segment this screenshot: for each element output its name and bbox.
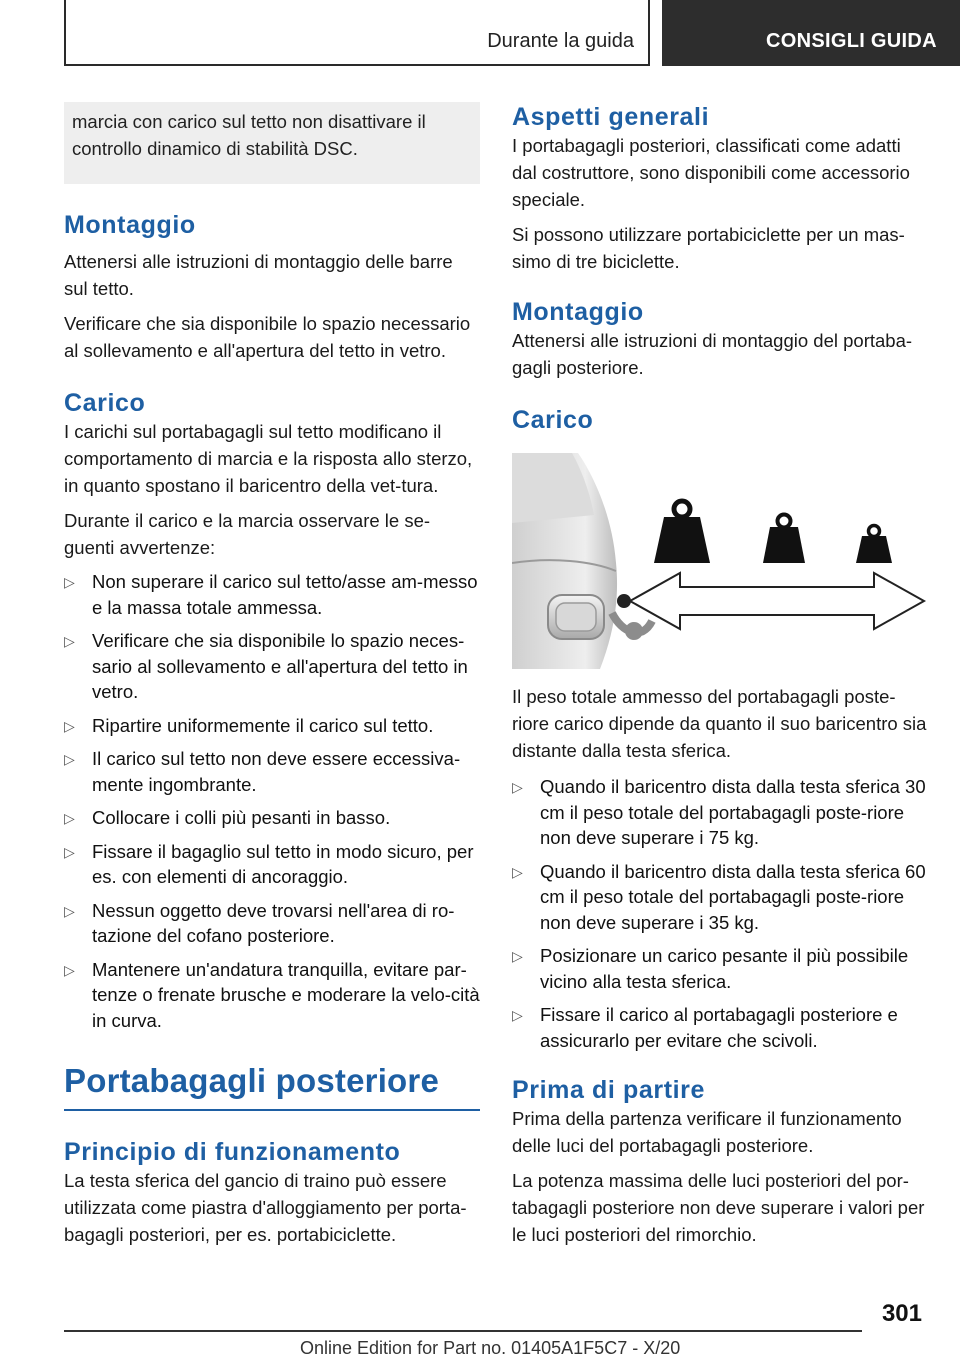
list-item: ▷ Quando il baricentro dista dalla testa sferica 60 cm il peso totale del portabagagli poste-riore non deve superare i 35 kg.: [512, 860, 926, 933]
list-item: ▷ Mantenere un'andatura tranquilla, evitare par-tenze o frenate brusche e moderare la velo-cità in curva.: [64, 958, 480, 1031]
paragraph: Durante il carico e la marcia osservare le se-guenti avvertenze:: [64, 510, 431, 558]
triangle-right-outline-icon: ▷: [64, 633, 75, 649]
heading-prima-di-partire: Prima di partire: [512, 1076, 705, 1104]
header-frame: [64, 0, 650, 66]
triangle-right-outline-icon: ▷: [64, 574, 75, 590]
right-column: [512, 102, 928, 1248]
triangle-right-outline-icon: ▷: [64, 717, 75, 734]
triangle-right-outline-icon: ▷: [64, 843, 75, 860]
heading-carico-right: Carico: [512, 406, 594, 434]
list-item: ▷ Collocare i colli più pesanti in basso.: [64, 805, 480, 831]
triangle-right-outline-icon: ▷: [512, 779, 523, 795]
footer-rule: [64, 1330, 862, 1332]
note-box: [64, 102, 480, 184]
triangle-right-outline-icon: ▷: [512, 863, 523, 880]
list-item: ▷ Fissare il bagaglio sul tetto in modo sicuro, per es. con elementi di ancoraggio.: [64, 840, 474, 887]
heading-rule: [64, 1109, 480, 1111]
paragraph: Prima della partenza verificare il funzionamento delle luci del portabagagli posteriore.: [512, 1108, 902, 1156]
weight-medium-icon: [763, 515, 805, 564]
list-item: ▷ Verificare che sia disponibile lo spazio neces-sario al sollevamento e all'apertura del tetto in vetro.: [64, 630, 468, 702]
page-number: 301: [881, 1300, 922, 1327]
paragraph: Verificare che sia disponibile lo spazio necessario al sollevamento e all'apertura del tetto in vetro.: [64, 313, 471, 361]
list-item: ▷ Posizionare un carico pesante il più possibile vicino alla testa sferica.: [512, 945, 909, 992]
list-item: ▷ Il carico sul tetto non deve essere eccessiva-mente ingombrante.: [64, 748, 461, 795]
heading-principio: Principio di funzionamento: [64, 1137, 401, 1166]
left-column: [64, 102, 480, 1248]
list-item: ▷ Ripartire uniformemente il carico sul tetto.: [64, 713, 480, 739]
triangle-right-outline-icon: ▷: [64, 810, 75, 826]
header-chapter-tab: CONSIGLI GUIDA: [662, 0, 960, 66]
triangle-right-outline-icon: ▷: [64, 751, 75, 767]
list-item: ▷ Non superare il carico sul tetto/asse am-messo e la massa totale ammessa.: [64, 571, 478, 618]
carico-right-list: [512, 774, 928, 1053]
paragraph: I portabagagli posteriori, classificati come adatti dal costruttore, sono disponibili come accessorio speciale.: [512, 135, 910, 210]
heading-carico: Carico: [64, 389, 146, 417]
weight-small-icon: [856, 526, 892, 564]
paragraph: I carichi sul portabagagli sul tetto modificano il comportamento di marcia e la risposta allo sterzo, in quanto spostano il baricentro della vet-tura.: [64, 421, 473, 496]
towbar-load-illustration: [512, 453, 928, 669]
paragraph: Il peso totale ammesso del portabagagli poste-riore carico dipende da quanto il suo baricentro sia distante dalla testa sferica.: [512, 686, 927, 761]
footer-edition: Online Edition for Part no. 01405A1F5C7 - X/20: [300, 1338, 681, 1358]
triangle-right-outline-icon: ▷: [64, 961, 75, 978]
paragraph: La potenza massima delle luci posteriori del por-tabagagli posteriore non deve superare i valori per le luci posteriori del rimorchio.: [512, 1170, 925, 1245]
paragraph: Si possono utilizzare portabiciclette per un mas-simo di tre biciclette.: [512, 224, 905, 272]
chapter-heading-portabagagli: Portabagagli posteriore: [64, 1062, 440, 1099]
paragraph: La testa sferica del gancio di traino può essere utilizzata come piastra d'alloggiamento per porta-bagagli posteriori, per es. portabiciclette.: [64, 1169, 467, 1245]
load-distance-diagram: [512, 453, 928, 669]
weight-large-icon: [654, 501, 710, 563]
triangle-right-outline-icon: ▷: [64, 902, 75, 919]
triangle-right-outline-icon: ▷: [512, 948, 523, 964]
list-item: ▷ Nessun oggetto deve trovarsi nell'area di ro-tazione del cofano posteriore.: [64, 899, 455, 946]
paragraph: Attenersi alle istruzioni di montaggio delle barre sul tetto.: [64, 251, 453, 299]
heading-aspetti: Aspetti generali: [512, 103, 710, 131]
list-item: ▷ Fissare il carico al portabagagli posteriore e assicurarlo per evitare che scivoli.: [512, 1004, 898, 1051]
carico-list: [64, 569, 480, 1033]
heading-montaggio: Montaggio: [64, 211, 196, 239]
paragraph: Attenersi alle istruzioni di montaggio del portaba-gagli posteriore.: [512, 330, 913, 378]
header-section-title: Durante la guida: [487, 30, 634, 52]
distance-double-arrow: [630, 573, 924, 629]
triangle-right-outline-icon: ▷: [512, 1007, 523, 1023]
note-text: marcia con carico sul tetto non disattivare il controllo dinamico di stabilità DSC.: [72, 111, 426, 159]
heading-montaggio-right: Montaggio: [512, 298, 644, 326]
list-item: ▷ Quando il baricentro dista dalla testa sferica 30 cm il peso totale del portabagagli poste-riore non deve superare i 75 kg.: [512, 776, 926, 848]
